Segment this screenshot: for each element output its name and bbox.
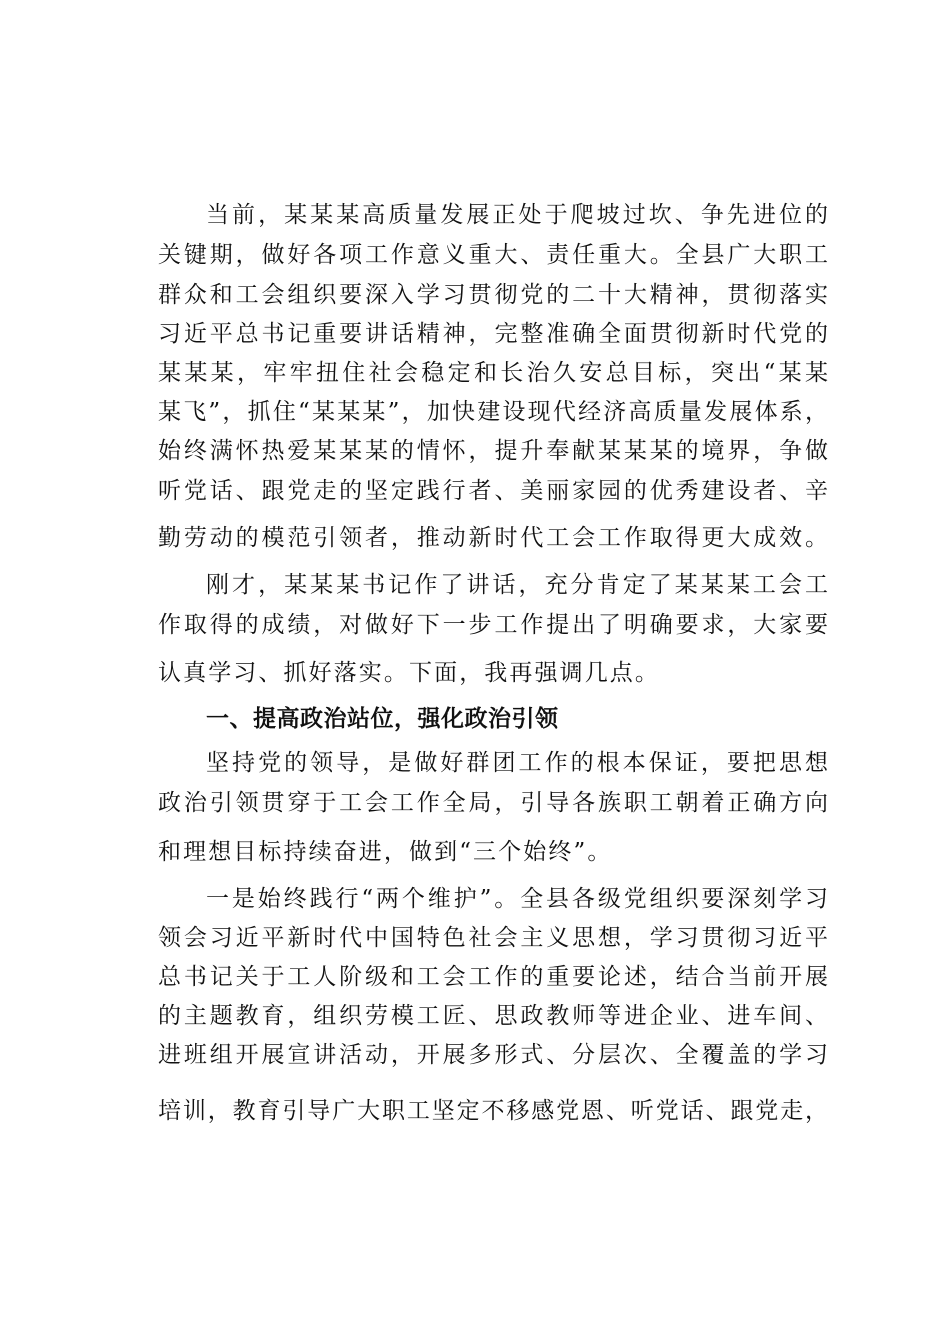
- paragraph-1-line-2: 关键期，做好各项工作意义重大、责任重大。全县广大职工: [158, 242, 828, 268]
- paragraph-4-line-2: 领会习近平新时代中国特色社会主义思想，学习贯彻习近平: [158, 925, 828, 951]
- paragraph-2-line-1: 刚才，某某某书记作了讲话，充分肯定了某某某工会工: [206, 572, 828, 598]
- paragraph-1-line-1: 当前，某某某高质量发展正处于爬坡过坎、争先进位的: [206, 202, 828, 228]
- paragraph-1-line-4: 习近平总书记重要讲话精神，完整准确全面贯彻新时代党的: [158, 321, 828, 347]
- paragraph-1-line-5: 某某某，牢牢扭住社会稳定和长治久安总目标，突出“某某: [158, 360, 828, 386]
- paragraph-1-line-8: 听党话、跟党走的坚定践行者、美丽家园的优秀建设者、辛: [158, 478, 828, 504]
- paragraph-4-line-3: 总书记关于工人阶级和工会工作的重要论述，结合当前开展: [158, 964, 828, 990]
- paragraph-1-line-9: 勤劳动的模范引领者，推动新时代工会工作取得更大成效。: [158, 525, 828, 551]
- paragraph-3-line-3: 和理想目标持续奋进，做到“三个始终”。: [158, 839, 613, 865]
- paragraph-2-line-2: 作取得的成绩，对做好下一步工作提出了明确要求，大家要: [158, 612, 828, 638]
- paragraph-4-line-6: 培训，教育引导广大职工坚定不移感党恩、听党话、跟党走，: [158, 1098, 828, 1124]
- paragraph-3-line-1: 坚持党的领导，是做好群团工作的根本保证，要把思想: [206, 750, 828, 776]
- paragraph-4-line-1: 一是始终践行“两个维护”。全县各级党组织要深刻学习: [206, 886, 828, 912]
- paragraph-4-line-4: 的主题教育，组织劳模工匠、思政教师等进企业、进车间、: [158, 1003, 828, 1029]
- paragraph-2-line-3: 认真学习、抓好落实。下面，我再强调几点。: [158, 660, 660, 686]
- paragraph-3-line-2: 政治引领贯穿于工会工作全局，引导各族职工朝着正确方向: [158, 790, 828, 816]
- paragraph-1-line-6: 某飞”，抓住“某某某”，加快建设现代经济高质量发展体系，: [158, 399, 828, 425]
- section-heading: 一、提高政治站位，强化政治引领: [206, 706, 559, 732]
- paragraph-1-line-3: 群众和工会组织要深入学习贯彻党的二十大精神，贯彻落实: [158, 282, 828, 308]
- paragraph-1-line-7: 始终满怀热爱某某某的情怀，提升奉献某某某的境界，争做: [158, 438, 828, 464]
- paragraph-4-line-5: 进班组开展宣讲活动，开展多形式、分层次、全覆盖的学习: [158, 1042, 828, 1068]
